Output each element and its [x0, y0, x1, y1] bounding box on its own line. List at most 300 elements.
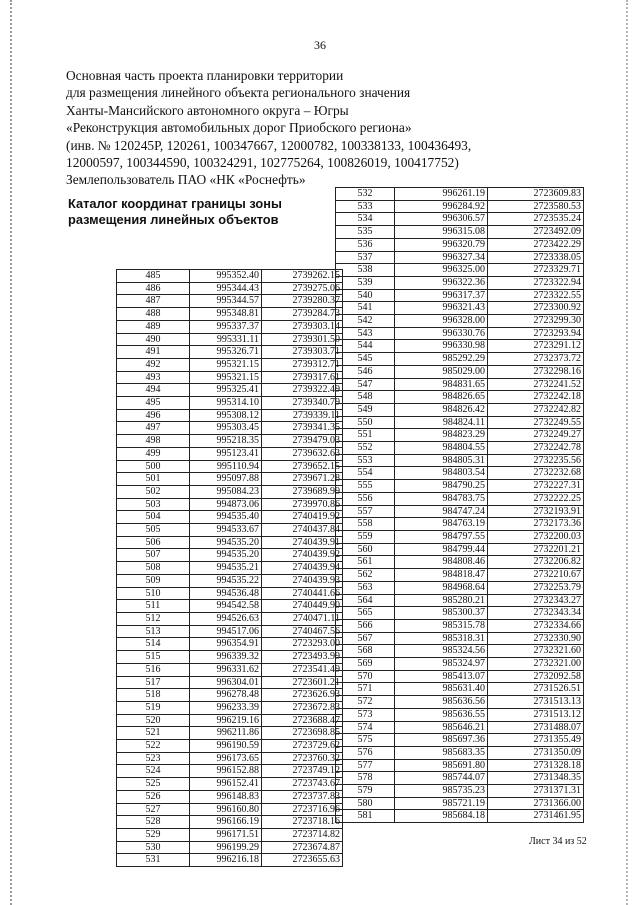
y-coordinate-cell: 2731513.12 [488, 708, 584, 721]
x-coordinate-cell: 996152.88 [190, 765, 262, 778]
point-number-cell: 506 [117, 536, 190, 549]
y-coordinate-cell: 2732242.18 [488, 391, 584, 404]
y-coordinate-cell: 2739340.79 [262, 397, 343, 410]
x-coordinate-cell: 994873.06 [190, 498, 262, 511]
x-coordinate-cell: 985683.35 [395, 746, 488, 759]
y-coordinate-cell: 2732321.60 [488, 645, 584, 658]
point-number-cell: 541 [336, 302, 395, 315]
y-coordinate-cell: 2723672.83 [262, 701, 343, 714]
x-coordinate-cell: 996306.57 [395, 213, 488, 226]
x-coordinate-cell: 996233.39 [190, 701, 262, 714]
point-number-cell: 495 [117, 397, 190, 410]
y-coordinate-cell: 2739970.86 [262, 498, 343, 511]
x-coordinate-cell: 996261.19 [395, 188, 488, 201]
point-number-cell: 490 [117, 333, 190, 346]
coordinate-row [336, 619, 584, 632]
x-coordinate-cell: 996328.00 [395, 315, 488, 328]
point-number-cell: 568 [336, 645, 395, 658]
coordinate-row [336, 734, 584, 747]
coordinate-row [117, 549, 343, 562]
point-number-cell: 554 [336, 467, 395, 480]
coordinate-row [336, 315, 584, 328]
y-coordinate-cell: 2732343.27 [488, 594, 584, 607]
x-coordinate-cell: 996327.34 [395, 251, 488, 264]
coordinate-row [117, 397, 343, 410]
y-coordinate-cell: 2740437.84 [262, 524, 343, 537]
x-coordinate-cell: 994535.22 [190, 574, 262, 587]
coordinate-row [336, 276, 584, 289]
x-coordinate-cell: 995321.15 [190, 371, 262, 384]
point-number-cell: 578 [336, 772, 395, 785]
point-number-cell: 496 [117, 409, 190, 422]
coordinate-row [336, 518, 584, 531]
x-coordinate-cell: 985029.00 [395, 365, 488, 378]
y-coordinate-cell: 2732249.27 [488, 429, 584, 442]
point-number-cell: 552 [336, 442, 395, 455]
y-coordinate-cell: 2732298.16 [488, 365, 584, 378]
x-coordinate-cell: 985280.21 [395, 594, 488, 607]
y-coordinate-cell: 2731348.35 [488, 772, 584, 785]
x-coordinate-cell: 994536.48 [190, 587, 262, 600]
point-number-cell: 525 [117, 778, 190, 791]
x-coordinate-cell: 984803.54 [395, 467, 488, 480]
y-coordinate-cell: 2739284.73 [262, 308, 343, 321]
point-number-cell: 504 [117, 511, 190, 524]
point-number-cell: 503 [117, 498, 190, 511]
coordinate-row [117, 524, 343, 537]
x-coordinate-cell: 996152.41 [190, 778, 262, 791]
x-coordinate-cell: 995308.12 [190, 409, 262, 422]
x-coordinate-cell: 996322.36 [395, 276, 488, 289]
header-line: Землепользователь ПАО «НК «Роснефть» [66, 172, 306, 188]
point-number-cell: 516 [117, 663, 190, 676]
point-number-cell: 558 [336, 518, 395, 531]
coordinate-row [336, 188, 584, 201]
point-number-cell: 499 [117, 447, 190, 460]
y-coordinate-cell: 2723718.16 [262, 816, 343, 829]
header-line: «Реконструкция автомобильных дорог Приобского региона» [66, 120, 412, 136]
coordinate-row [336, 581, 584, 594]
x-coordinate-cell: 984808.46 [395, 556, 488, 569]
point-number-cell: 494 [117, 384, 190, 397]
point-number-cell: 575 [336, 734, 395, 747]
point-number-cell: 498 [117, 435, 190, 448]
point-number-cell: 488 [117, 308, 190, 321]
coordinate-row [336, 213, 584, 226]
y-coordinate-cell: 2739689.99 [262, 485, 343, 498]
x-coordinate-cell: 985646.21 [395, 721, 488, 734]
coordinate-row [336, 391, 584, 404]
y-coordinate-cell: 2723760.32 [262, 752, 343, 765]
coordinate-row [336, 327, 584, 340]
point-number-cell: 500 [117, 460, 190, 473]
y-coordinate-cell: 2732092.58 [488, 670, 584, 683]
coordinate-row [117, 701, 343, 714]
x-coordinate-cell: 995326.71 [190, 346, 262, 359]
point-number-cell: 492 [117, 358, 190, 371]
x-coordinate-cell: 995123.41 [190, 447, 262, 460]
x-coordinate-cell: 984783.75 [395, 492, 488, 505]
y-coordinate-cell: 2732200.03 [488, 530, 584, 543]
point-number-cell: 540 [336, 289, 395, 302]
point-number-cell: 493 [117, 371, 190, 384]
y-coordinate-cell: 2723291.12 [488, 340, 584, 353]
y-coordinate-cell: 2723293.00 [262, 638, 343, 651]
point-number-cell: 526 [117, 790, 190, 803]
coordinate-row [336, 289, 584, 302]
x-coordinate-cell: 984826.65 [395, 391, 488, 404]
x-coordinate-cell: 995321.15 [190, 358, 262, 371]
point-number-cell: 580 [336, 797, 395, 810]
y-coordinate-cell: 2732249.55 [488, 416, 584, 429]
y-coordinate-cell: 2739301.50 [262, 333, 343, 346]
coordinate-row [336, 632, 584, 645]
point-number-cell: 491 [117, 346, 190, 359]
point-number-cell: 545 [336, 353, 395, 366]
point-number-cell: 559 [336, 530, 395, 543]
point-number-cell: 562 [336, 569, 395, 582]
point-number-cell: 518 [117, 689, 190, 702]
coordinate-row [117, 447, 343, 460]
coordinate-row [117, 473, 343, 486]
point-number-cell: 538 [336, 264, 395, 277]
coordinate-row [336, 530, 584, 543]
x-coordinate-cell: 995314.10 [190, 397, 262, 410]
y-coordinate-cell: 2739312.71 [262, 358, 343, 371]
point-number-cell: 555 [336, 480, 395, 493]
x-coordinate-cell: 996160.80 [190, 803, 262, 816]
scan-right-edge [626, 0, 628, 905]
y-coordinate-cell: 2732373.72 [488, 353, 584, 366]
coordinate-row [336, 810, 584, 823]
y-coordinate-cell: 2739322.49 [262, 384, 343, 397]
y-coordinate-cell: 2731371.31 [488, 785, 584, 798]
x-coordinate-cell: 994535.40 [190, 511, 262, 524]
x-coordinate-cell: 985292.29 [395, 353, 488, 366]
point-number-cell: 548 [336, 391, 395, 404]
point-number-cell: 573 [336, 708, 395, 721]
coordinate-row [336, 365, 584, 378]
y-coordinate-cell: 2723492.09 [488, 226, 584, 239]
y-coordinate-cell: 2732222.25 [488, 492, 584, 505]
y-coordinate-cell: 2740439.92 [262, 549, 343, 562]
y-coordinate-cell: 2739303.71 [262, 346, 343, 359]
x-coordinate-cell: 984824.11 [395, 416, 488, 429]
point-number-cell: 561 [336, 556, 395, 569]
coordinate-row [117, 485, 343, 498]
x-coordinate-cell: 985744.07 [395, 772, 488, 785]
coordinate-row [117, 422, 343, 435]
point-number-cell: 576 [336, 746, 395, 759]
point-number-cell: 581 [336, 810, 395, 823]
coordinate-row [336, 251, 584, 264]
x-coordinate-cell: 985315.78 [395, 619, 488, 632]
point-number-cell: 501 [117, 473, 190, 486]
y-coordinate-cell: 2723698.85 [262, 727, 343, 740]
y-coordinate-cell: 2723299.30 [488, 315, 584, 328]
x-coordinate-cell: 996199.29 [190, 841, 262, 854]
coordinate-row [117, 320, 343, 333]
header-line: для размещения линейного объекта регионального значения [66, 85, 411, 101]
scan-left-edge [10, 0, 12, 905]
y-coordinate-cell: 2740439.94 [262, 562, 343, 575]
coordinate-row [117, 625, 343, 638]
point-number-cell: 523 [117, 752, 190, 765]
y-coordinate-cell: 2723714.82 [262, 828, 343, 841]
coordinate-row [336, 429, 584, 442]
y-coordinate-cell: 2739275.06 [262, 282, 343, 295]
x-coordinate-cell: 985324.56 [395, 645, 488, 658]
x-coordinate-cell: 996330.98 [395, 340, 488, 353]
y-coordinate-cell: 2723322.55 [488, 289, 584, 302]
y-coordinate-cell: 2723300.92 [488, 302, 584, 315]
y-coordinate-cell: 2732343.34 [488, 607, 584, 620]
point-number-cell: 531 [117, 854, 190, 867]
y-coordinate-cell: 2732330.90 [488, 632, 584, 645]
y-coordinate-cell: 2739317.61 [262, 371, 343, 384]
point-number-cell: 530 [117, 841, 190, 854]
y-coordinate-cell: 2740441.66 [262, 587, 343, 600]
point-number-cell: 544 [336, 340, 395, 353]
coordinate-row [336, 238, 584, 251]
y-coordinate-cell: 2723535.24 [488, 213, 584, 226]
x-coordinate-cell: 996304.01 [190, 676, 262, 689]
x-coordinate-cell: 984823.29 [395, 429, 488, 442]
point-number-cell: 567 [336, 632, 395, 645]
catalog-title-line: размещения линейных объектов [68, 212, 279, 227]
y-coordinate-cell: 2723580.53 [488, 200, 584, 213]
sheet-label: Лист 34 из 52 [529, 836, 587, 847]
x-coordinate-cell: 996173.65 [190, 752, 262, 765]
x-coordinate-cell: 984826.42 [395, 403, 488, 416]
x-coordinate-cell: 995110.94 [190, 460, 262, 473]
point-number-cell: 507 [117, 549, 190, 562]
point-number-cell: 577 [336, 759, 395, 772]
y-coordinate-cell: 2732235.56 [488, 454, 584, 467]
point-number-cell: 524 [117, 765, 190, 778]
x-coordinate-cell: 996278.48 [190, 689, 262, 702]
x-coordinate-cell: 996330.76 [395, 327, 488, 340]
y-coordinate-cell: 2731355.49 [488, 734, 584, 747]
point-number-cell: 542 [336, 315, 395, 328]
x-coordinate-cell: 996219.16 [190, 714, 262, 727]
coordinate-row [336, 480, 584, 493]
coordinate-row [336, 696, 584, 709]
point-number-cell: 556 [336, 492, 395, 505]
y-coordinate-cell: 2731488.07 [488, 721, 584, 734]
y-coordinate-cell: 2740419.92 [262, 511, 343, 524]
y-coordinate-cell: 2739652.15 [262, 460, 343, 473]
y-coordinate-cell: 2740439.91 [262, 536, 343, 549]
coordinate-row [336, 543, 584, 556]
point-number-cell: 514 [117, 638, 190, 651]
coordinate-row [117, 371, 343, 384]
point-number-cell: 579 [336, 785, 395, 798]
coordinate-row [117, 270, 343, 283]
coordinate-row [336, 403, 584, 416]
y-coordinate-cell: 2739632.63 [262, 447, 343, 460]
coordinate-row [336, 670, 584, 683]
x-coordinate-cell: 985691.80 [395, 759, 488, 772]
y-coordinate-cell: 2723609.83 [488, 188, 584, 201]
coordinate-row [336, 442, 584, 455]
point-number-cell: 511 [117, 600, 190, 613]
point-number-cell: 570 [336, 670, 395, 683]
point-number-cell: 522 [117, 740, 190, 753]
x-coordinate-cell: 996339.32 [190, 651, 262, 664]
y-coordinate-cell: 2723743.67 [262, 778, 343, 791]
point-number-cell: 485 [117, 270, 190, 283]
x-coordinate-cell: 994533.67 [190, 524, 262, 537]
coordinate-row [117, 295, 343, 308]
coordinate-row [336, 746, 584, 759]
x-coordinate-cell: 994535.20 [190, 536, 262, 549]
coordinate-row [117, 778, 343, 791]
point-number-cell: 537 [336, 251, 395, 264]
point-number-cell: 535 [336, 226, 395, 239]
point-number-cell: 510 [117, 587, 190, 600]
coordinate-row [117, 727, 343, 740]
x-coordinate-cell: 995344.43 [190, 282, 262, 295]
coordinate-row [336, 340, 584, 353]
x-coordinate-cell: 984799.44 [395, 543, 488, 556]
x-coordinate-cell: 985684.18 [395, 810, 488, 823]
point-number-cell: 553 [336, 454, 395, 467]
coordinate-row [117, 600, 343, 613]
y-coordinate-cell: 2723338.05 [488, 251, 584, 264]
x-coordinate-cell: 996166.19 [190, 816, 262, 829]
point-number-cell: 572 [336, 696, 395, 709]
x-coordinate-cell: 996321.43 [395, 302, 488, 315]
point-number-cell: 486 [117, 282, 190, 295]
x-coordinate-cell: 996284.92 [395, 200, 488, 213]
point-number-cell: 546 [336, 365, 395, 378]
coordinate-row [117, 612, 343, 625]
point-number-cell: 560 [336, 543, 395, 556]
point-number-cell: 529 [117, 828, 190, 841]
y-coordinate-cell: 2731328.18 [488, 759, 584, 772]
y-coordinate-cell: 2723749.12 [262, 765, 343, 778]
x-coordinate-cell: 985413.07 [395, 670, 488, 683]
y-coordinate-cell: 2732242.82 [488, 403, 584, 416]
y-coordinate-cell: 2740439.93 [262, 574, 343, 587]
y-coordinate-cell: 2739479.03 [262, 435, 343, 448]
point-number-cell: 539 [336, 276, 395, 289]
coordinate-row [117, 651, 343, 664]
point-number-cell: 550 [336, 416, 395, 429]
y-coordinate-cell: 2723601.21 [262, 676, 343, 689]
y-coordinate-cell: 2732253.79 [488, 581, 584, 594]
coordinate-row [336, 607, 584, 620]
x-coordinate-cell: 996190.59 [190, 740, 262, 753]
coordinate-row [117, 854, 343, 867]
coordinate-row [117, 816, 343, 829]
y-coordinate-cell: 2731461.95 [488, 810, 584, 823]
point-number-cell: 557 [336, 505, 395, 518]
x-coordinate-cell: 994526.63 [190, 612, 262, 625]
y-coordinate-cell: 2740449.90 [262, 600, 343, 613]
coordinate-row [117, 740, 343, 753]
y-coordinate-cell: 2723655.63 [262, 854, 343, 867]
x-coordinate-cell: 996148.83 [190, 790, 262, 803]
catalog-title-line: Каталог координат границы зоны [68, 196, 282, 211]
point-number-cell: 509 [117, 574, 190, 587]
point-number-cell: 571 [336, 683, 395, 696]
coordinate-row [117, 409, 343, 422]
coordinate-row [117, 346, 343, 359]
x-coordinate-cell: 995218.35 [190, 435, 262, 448]
point-number-cell: 563 [336, 581, 395, 594]
x-coordinate-cell: 985300.37 [395, 607, 488, 620]
coordinate-row [336, 454, 584, 467]
y-coordinate-cell: 2732321.00 [488, 658, 584, 671]
coordinate-row [117, 663, 343, 676]
x-coordinate-cell: 996211.86 [190, 727, 262, 740]
coordinate-row [336, 505, 584, 518]
coordinate-row [336, 264, 584, 277]
coordinate-row [336, 645, 584, 658]
x-coordinate-cell: 995331.11 [190, 333, 262, 346]
coordinate-row [117, 828, 343, 841]
coordinate-row [336, 378, 584, 391]
point-number-cell: 527 [117, 803, 190, 816]
y-coordinate-cell: 2732193.91 [488, 505, 584, 518]
coordinate-row [336, 467, 584, 480]
y-coordinate-cell: 2732242.78 [488, 442, 584, 455]
y-coordinate-cell: 2732227.31 [488, 480, 584, 493]
point-number-cell: 487 [117, 295, 190, 308]
coordinate-row [336, 416, 584, 429]
document-header [66, 67, 546, 189]
coordinate-row [336, 594, 584, 607]
point-number-cell: 564 [336, 594, 395, 607]
x-coordinate-cell: 995097.88 [190, 473, 262, 486]
x-coordinate-cell: 996331.62 [190, 663, 262, 676]
coordinate-row [117, 574, 343, 587]
y-coordinate-cell: 2723329.71 [488, 264, 584, 277]
coordinate-row [117, 841, 343, 854]
x-coordinate-cell: 984805.31 [395, 454, 488, 467]
x-coordinate-cell: 994517.06 [190, 625, 262, 638]
x-coordinate-cell: 985631.40 [395, 683, 488, 696]
point-number-cell: 528 [117, 816, 190, 829]
x-coordinate-cell: 994542.58 [190, 600, 262, 613]
y-coordinate-cell: 2723293.94 [488, 327, 584, 340]
y-coordinate-cell: 2740467.56 [262, 625, 343, 638]
x-coordinate-cell: 984763.19 [395, 518, 488, 531]
x-coordinate-cell: 985735.23 [395, 785, 488, 798]
y-coordinate-cell: 2732241.52 [488, 378, 584, 391]
coordinate-row [336, 683, 584, 696]
x-coordinate-cell: 984747.24 [395, 505, 488, 518]
point-number-cell: 534 [336, 213, 395, 226]
y-coordinate-cell: 2732201.21 [488, 543, 584, 556]
coordinate-row [117, 638, 343, 651]
point-number-cell: 536 [336, 238, 395, 251]
x-coordinate-cell: 994535.21 [190, 562, 262, 575]
point-number-cell: 549 [336, 403, 395, 416]
y-coordinate-cell: 2739339.11 [262, 409, 343, 422]
point-number-cell: 565 [336, 607, 395, 620]
point-number-cell: 508 [117, 562, 190, 575]
coordinate-row [117, 752, 343, 765]
y-coordinate-cell: 2732232.68 [488, 467, 584, 480]
y-coordinate-cell: 2731366.00 [488, 797, 584, 810]
x-coordinate-cell: 995344.57 [190, 295, 262, 308]
y-coordinate-cell: 2723688.47 [262, 714, 343, 727]
point-number-cell: 533 [336, 200, 395, 213]
y-coordinate-cell: 2739280.37 [262, 295, 343, 308]
